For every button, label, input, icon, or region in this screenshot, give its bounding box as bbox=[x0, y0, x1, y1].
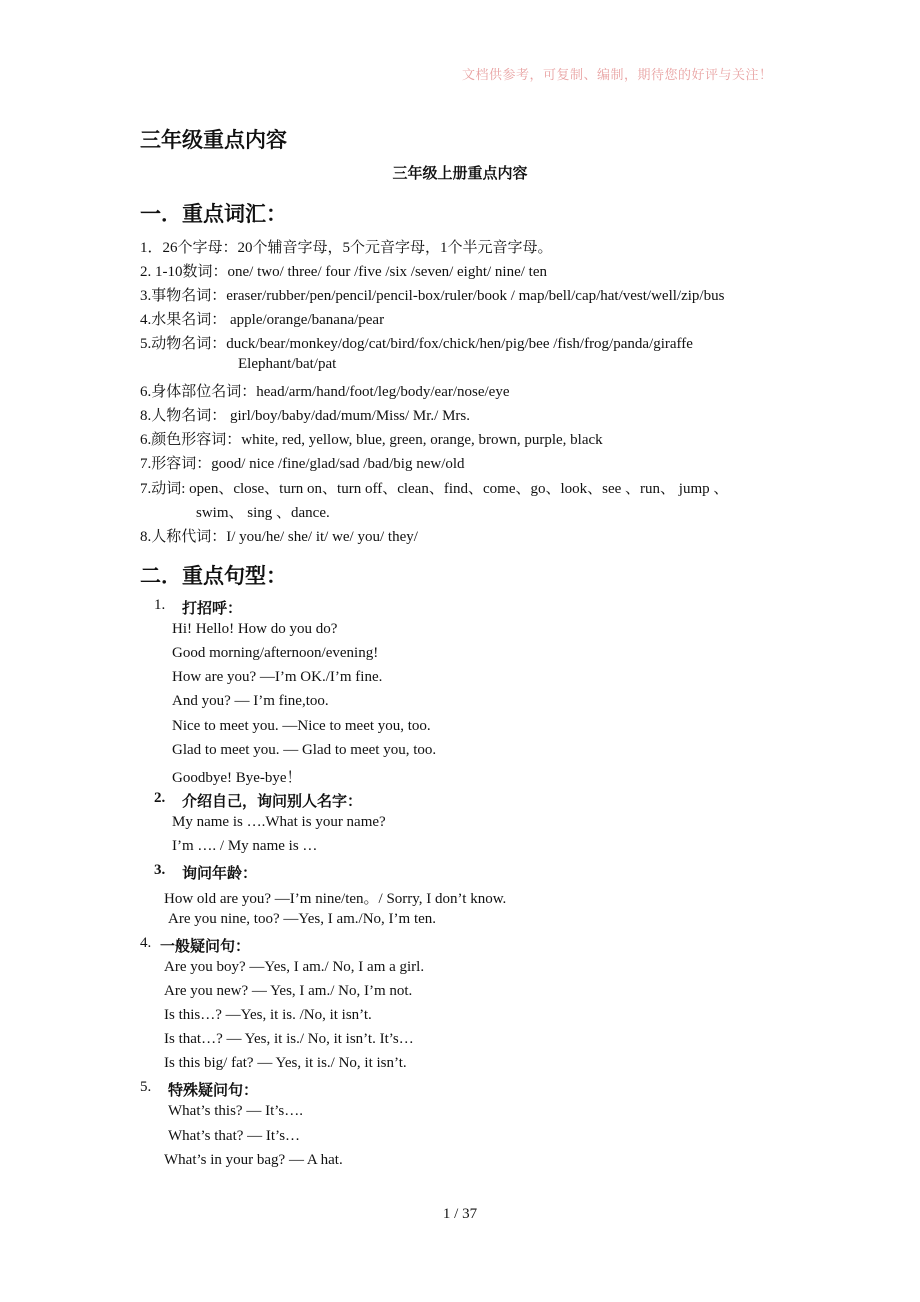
sentence-line: I’m …. / My name is … bbox=[172, 838, 318, 854]
vocab-line: 7.形容词：good/ nice /fine/glad/sad /bad/big new/old bbox=[140, 456, 465, 472]
vocab-line: 6.颜色形容词：white, red, yellow, blue, green, orange, brown, purple, black bbox=[140, 432, 603, 448]
sentence-line: And you? — I’m fine,too. bbox=[172, 693, 329, 709]
vocab-line: 8.人物名词： girl/boy/baby/dad/mum/Miss/ Mr./ Mrs. bbox=[140, 408, 471, 424]
sentence-line: My name is ….What is your name? bbox=[172, 814, 386, 830]
document-title: 三年级重点内容 bbox=[140, 128, 287, 152]
sentence-line: What’s that? — It’s… bbox=[168, 1128, 301, 1144]
subsection-number: 5. bbox=[140, 1079, 152, 1095]
vocab-line: 1．26个字母：20个辅音字母，5个元音字母，1个半元音字母。 bbox=[140, 240, 553, 256]
vocab-line: 5.动物名词：duck/bear/monkey/dog/cat/bird/fox/chick/hen/pig/bee /fish/frog/panda/giraffe bbox=[140, 336, 693, 352]
subsection-number: 2. bbox=[154, 790, 166, 806]
sentence-line: Are you nine, too? —Yes, I am./No, I’m ten. bbox=[168, 911, 437, 927]
sentence-line: Are you boy? —Yes, I am./ No, I am a girl. bbox=[164, 959, 425, 975]
vocab-line-continued: Elephant/bat/pat bbox=[238, 356, 337, 372]
sentence-line: Glad to meet you. — Glad to meet you, too. bbox=[172, 742, 437, 758]
sentence-line: Nice to meet you. —Nice to meet you, too. bbox=[172, 718, 431, 734]
header-note: 文档供参考，可复制、编制，期待您的好评与关注！ bbox=[462, 67, 773, 82]
section-heading-sentences: 二．重点句型： bbox=[140, 564, 287, 588]
sentence-line: Is that…? — Yes, it is./ No, it isn’t. It’s… bbox=[164, 1031, 414, 1047]
page-number: 1 / 37 bbox=[442, 1206, 478, 1222]
sentence-line: Are you new? — Yes, I am./ No, I’m not. bbox=[164, 983, 413, 999]
sentence-line: How old are you? —I’m nine/ten。/ Sorry, I don’t know. bbox=[164, 891, 507, 907]
sentence-line: Goodbye! Bye-bye！ bbox=[172, 770, 302, 786]
document-subtitle: 三年级上册重点内容 bbox=[392, 166, 528, 182]
sentence-line: Hi! Hello! How do you do? bbox=[172, 621, 338, 637]
vocab-line: 6.身体部位名词：head/arm/hand/foot/leg/body/ear/nose/eye bbox=[140, 384, 510, 400]
subsection-number: 3. bbox=[154, 862, 166, 878]
vocab-line: 2. 1-10数词：one/ two/ three/ four /five /six /seven/ eight/ nine/ ten bbox=[140, 264, 547, 280]
sentence-line: Good morning/afternoon/evening! bbox=[172, 645, 379, 661]
subsection-title-yes-no-questions: 一般疑问句： bbox=[160, 939, 251, 955]
vocab-line: 3.事物名词：eraser/rubber/pen/pencil/pencil-box/ruler/book / map/bell/cap/hat/vest/well/zip/bus bbox=[140, 288, 725, 304]
sentence-line: Is this big/ fat? — Yes, it is./ No, it isn’t. bbox=[164, 1055, 407, 1071]
vocab-line: 4.水果名词： apple/orange/banana/pear bbox=[140, 312, 385, 328]
sentence-line: How are you? —I’m OK./I’m fine. bbox=[172, 669, 383, 685]
subsection-title-wh-questions: 特殊疑问句： bbox=[168, 1083, 259, 1099]
vocab-line: 8.人称代词：I/ you/he/ she/ it/ we/ you/ they/ bbox=[140, 529, 418, 545]
subsection-title-age: 询问年龄： bbox=[182, 866, 258, 882]
subsection-number: 1. bbox=[154, 597, 166, 613]
sentence-line: What’s in your bag? — A hat. bbox=[164, 1152, 343, 1168]
vocab-line: 7.动词: open、close、turn on、turn off、clean、find、come、go、look、see 、run、 jump 、 bbox=[140, 481, 729, 497]
section-heading-vocabulary: 一．重点词汇： bbox=[140, 202, 287, 226]
subsection-title-introduce: 介绍自己，询问别人名字： bbox=[182, 794, 363, 810]
sentence-line: What’s this? — It’s…. bbox=[168, 1103, 303, 1119]
sentence-line: Is this…? —Yes, it is. /No, it isn’t. bbox=[164, 1007, 372, 1023]
subsection-number: 4. bbox=[140, 935, 152, 951]
vocab-line-continued: swim、 sing 、dance. bbox=[196, 505, 330, 521]
subsection-title-greeting: 打招呼： bbox=[182, 601, 243, 617]
